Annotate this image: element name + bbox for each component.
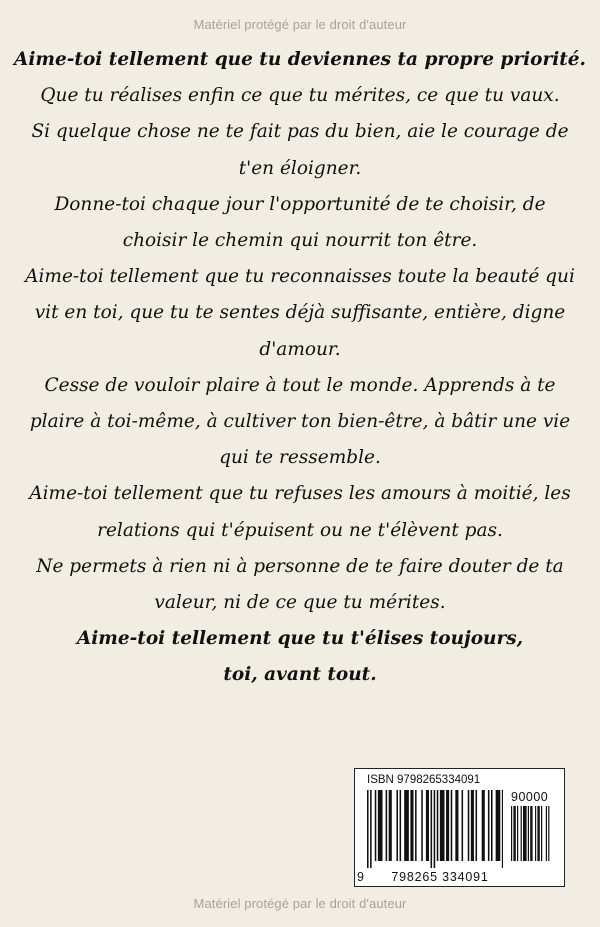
- price-code: 90000: [511, 790, 549, 804]
- poem-line: Aime-toi tellement que tu t'élises toujours,: [76, 628, 524, 650]
- barcode-bars-main: [367, 790, 503, 868]
- poem-line: Ne permets à rien ni à personne de te faire douter de ta: [36, 555, 564, 577]
- barcode-first-digit: 9: [357, 870, 364, 884]
- poem-line: Que tu réalises enfin ce que tu mérites, ce que tu vaux.: [40, 85, 560, 107]
- poem-line: t'en éloigner.: [238, 157, 362, 179]
- poem-line: vit en toi, que tu te sentes déjà suffisante, entière, digne: [34, 302, 566, 324]
- poem-line: choisir le chemin qui nourrit ton être.: [122, 230, 478, 252]
- poem-line: Aime-toi tellement que tu deviennes ta propre priorité.: [14, 49, 586, 70]
- copyright-watermark-top: Matériel protégé par le droit d'auteur: [193, 17, 407, 32]
- poem-line: d'amour.: [259, 338, 341, 360]
- poem-line: Cesse de vouloir plaire à tout le monde. Apprends à te: [44, 374, 556, 396]
- barcode-digits: 798265 334091: [391, 870, 489, 884]
- poem-line: plaire à toi-même, à cultiver ton bien-être, à bâtir une vie: [29, 411, 571, 433]
- poem-text: [0, 42, 600, 694]
- poem-line: Aime-toi tellement que tu reconnaisses toute la beauté qui: [25, 266, 575, 288]
- poem-line: toi, avant tout.: [223, 664, 377, 686]
- poem-line: qui te ressemble.: [219, 447, 381, 469]
- isbn-barcode: [354, 768, 565, 887]
- barcode-bars-addon: [511, 806, 555, 868]
- poem-line: valeur, ni de ce que tu mérites.: [154, 592, 446, 614]
- isbn-label: ISBN 9798265334091: [367, 774, 481, 786]
- poem-line: Donne-toi chaque jour l'opportunité de te choisir, de: [54, 193, 546, 215]
- poem-line: Si quelque chose ne te fait pas du bien, aie le courage de: [31, 121, 569, 143]
- poem-line: relations qui t'épuisent ou ne t'élèvent pas.: [97, 519, 503, 541]
- poem-line: Aime-toi tellement que tu refuses les amours à moitié, les: [29, 483, 571, 505]
- copyright-watermark-bottom: Matériel protégé par le droit d'auteur: [193, 896, 407, 911]
